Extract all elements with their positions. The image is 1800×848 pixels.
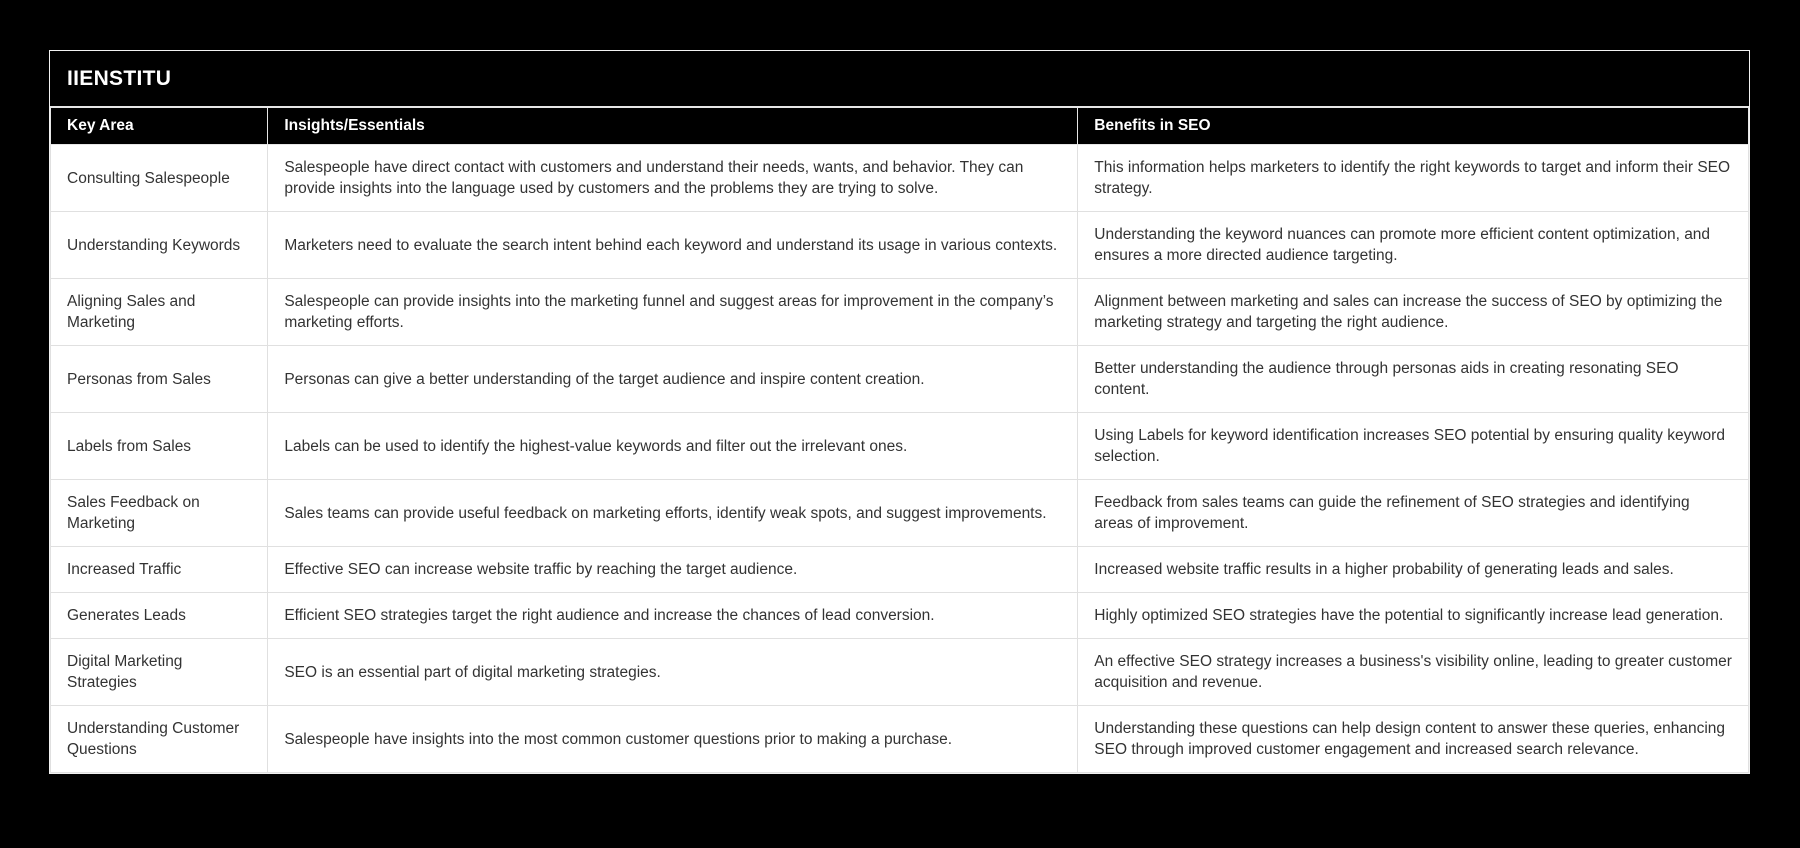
table-row <box>51 346 1749 413</box>
cell-key-area: Aligning Sales and Marketing <box>51 279 268 346</box>
cell-key-area: Labels from Sales <box>51 413 268 480</box>
cell-insights: Salespeople can provide insights into the marketing funnel and suggest areas for improvement in the company’s marketing efforts. <box>268 279 1078 346</box>
page-title: IIENSTITU <box>67 66 172 90</box>
title-bar <box>50 51 1749 107</box>
cell-benefits: Highly optimized SEO strategies have the potential to significantly increase lead generation. <box>1078 593 1749 639</box>
cell-benefits: Increased website traffic results in a higher probability of generating leads and sales. <box>1078 547 1749 593</box>
cell-benefits: Using Labels for keyword identification increases SEO potential by ensuring quality keyword selection. <box>1078 413 1749 480</box>
table-row <box>51 593 1749 639</box>
table-header-row <box>51 108 1749 145</box>
column-header-key-area: Key Area <box>51 108 268 145</box>
table-row <box>51 413 1749 480</box>
cell-insights: Personas can give a better understanding of the target audience and inspire content creation. <box>268 346 1078 413</box>
cell-key-area: Generates Leads <box>51 593 268 639</box>
cell-insights: Salespeople have direct contact with customers and understand their needs, wants, and behavior. They can provide insights into the language used by customers and the problems they are trying to solve. <box>268 145 1078 212</box>
table-row <box>51 547 1749 593</box>
cell-benefits: Understanding these questions can help design content to answer these queries, enhancing SEO through improved customer engagement and increased search relevance. <box>1078 706 1749 773</box>
cell-insights: Efficient SEO strategies target the right audience and increase the chances of lead conversion. <box>268 593 1078 639</box>
cell-insights: Salespeople have insights into the most common customer questions prior to making a purchase. <box>268 706 1078 773</box>
cell-benefits: Alignment between marketing and sales can increase the success of SEO by optimizing the marketing strategy and targeting the right audience. <box>1078 279 1749 346</box>
cell-key-area: Understanding Customer Questions <box>51 706 268 773</box>
column-header-insights: Insights/Essentials <box>268 108 1078 145</box>
table-row <box>51 706 1749 773</box>
cell-key-area: Digital Marketing Strategies <box>51 639 268 706</box>
cell-benefits: Understanding the keyword nuances can promote more efficient content optimization, and ensures a more directed audience targeting. <box>1078 212 1749 279</box>
cell-insights: SEO is an essential part of digital marketing strategies. <box>268 639 1078 706</box>
cell-key-area: Sales Feedback on Marketing <box>51 480 268 547</box>
cell-key-area: Consulting Salespeople <box>51 145 268 212</box>
table-row <box>51 480 1749 547</box>
column-header-benefits: Benefits in SEO <box>1078 108 1749 145</box>
table-row <box>51 639 1749 706</box>
cell-key-area: Personas from Sales <box>51 346 268 413</box>
cell-insights: Labels can be used to identify the highest-value keywords and filter out the irrelevant ones. <box>268 413 1078 480</box>
cell-insights: Marketers need to evaluate the search intent behind each keyword and understand its usage in various contexts. <box>268 212 1078 279</box>
table-row <box>51 212 1749 279</box>
cell-key-area: Increased Traffic <box>51 547 268 593</box>
cell-insights: Sales teams can provide useful feedback on marketing efforts, identify weak spots, and suggest improvements. <box>268 480 1078 547</box>
seo-insights-table-card <box>49 50 1750 774</box>
seo-insights-table <box>50 107 1749 773</box>
cell-key-area: Understanding Keywords <box>51 212 268 279</box>
cell-benefits: An effective SEO strategy increases a business's visibility online, leading to greater customer acquisition and revenue. <box>1078 639 1749 706</box>
cell-insights: Effective SEO can increase website traffic by reaching the target audience. <box>268 547 1078 593</box>
cell-benefits: This information helps marketers to identify the right keywords to target and inform their SEO strategy. <box>1078 145 1749 212</box>
cell-benefits: Better understanding the audience through personas aids in creating resonating SEO content. <box>1078 346 1749 413</box>
table-row <box>51 145 1749 212</box>
table-row <box>51 279 1749 346</box>
cell-benefits: Feedback from sales teams can guide the refinement of SEO strategies and identifying areas of improvement. <box>1078 480 1749 547</box>
